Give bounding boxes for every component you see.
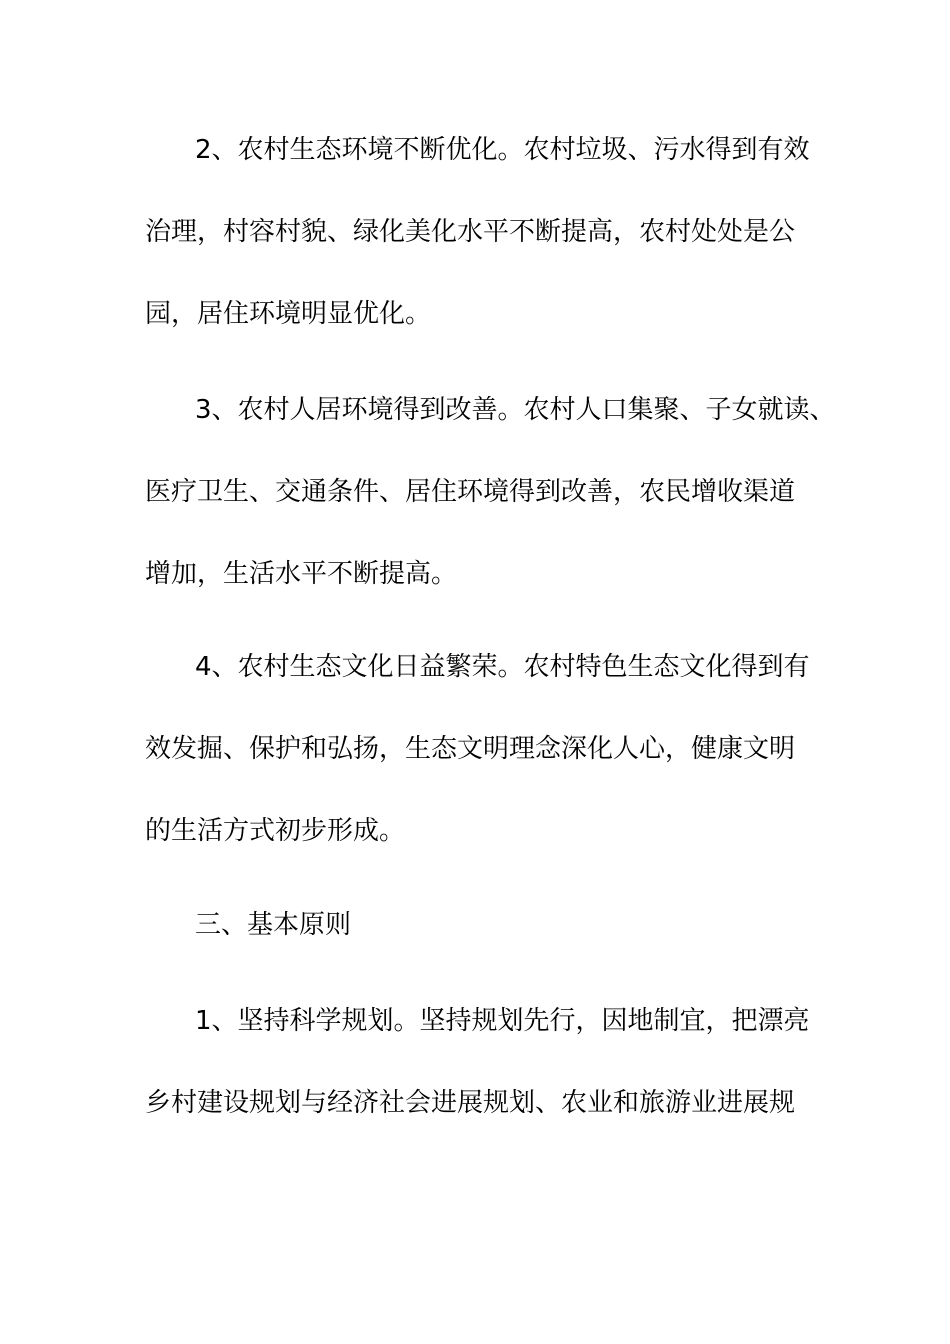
principle-1-line-2: 乡村建设规划与经济社会进展规划、农业和旅游业进展规 — [145, 1088, 796, 1118]
principle-1-line-1: 1、坚持科学规划。坚持规划先行，因地制宜，把漂亮 — [195, 1006, 810, 1036]
paragraph-3-line-2: 医疗卫生、交通条件、居住环境得到改善，农民增收渠道 — [145, 477, 796, 507]
section-heading-basic-principles: 三、基本原则 — [195, 910, 352, 940]
paragraph-2-line-1: 2、农村生态环境不断优化。农村垃圾、污水得到有效 — [195, 135, 810, 165]
paragraph-4-line-2: 效发掘、保护和弘扬，生态文明理念深化人心，健康文明 — [145, 734, 796, 764]
paragraph-4-line-1: 4、农村生态文化日益繁荣。农村特色生态文化得到有 — [195, 652, 810, 682]
paragraph-3-line-1: 3、农村人居环境得到改善。农村人口集聚、子女就读、 — [195, 395, 836, 425]
paragraph-2-line-3: 园，居住环境明显优化。 — [145, 299, 432, 329]
paragraph-2-line-2: 治理，村容村貌、绿化美化水平不断提高，农村处处是公 — [145, 217, 796, 247]
paragraph-3-line-3: 增加，生活水平不断提高。 — [145, 559, 458, 589]
paragraph-4-line-3: 的生活方式初步形成。 — [145, 816, 406, 846]
